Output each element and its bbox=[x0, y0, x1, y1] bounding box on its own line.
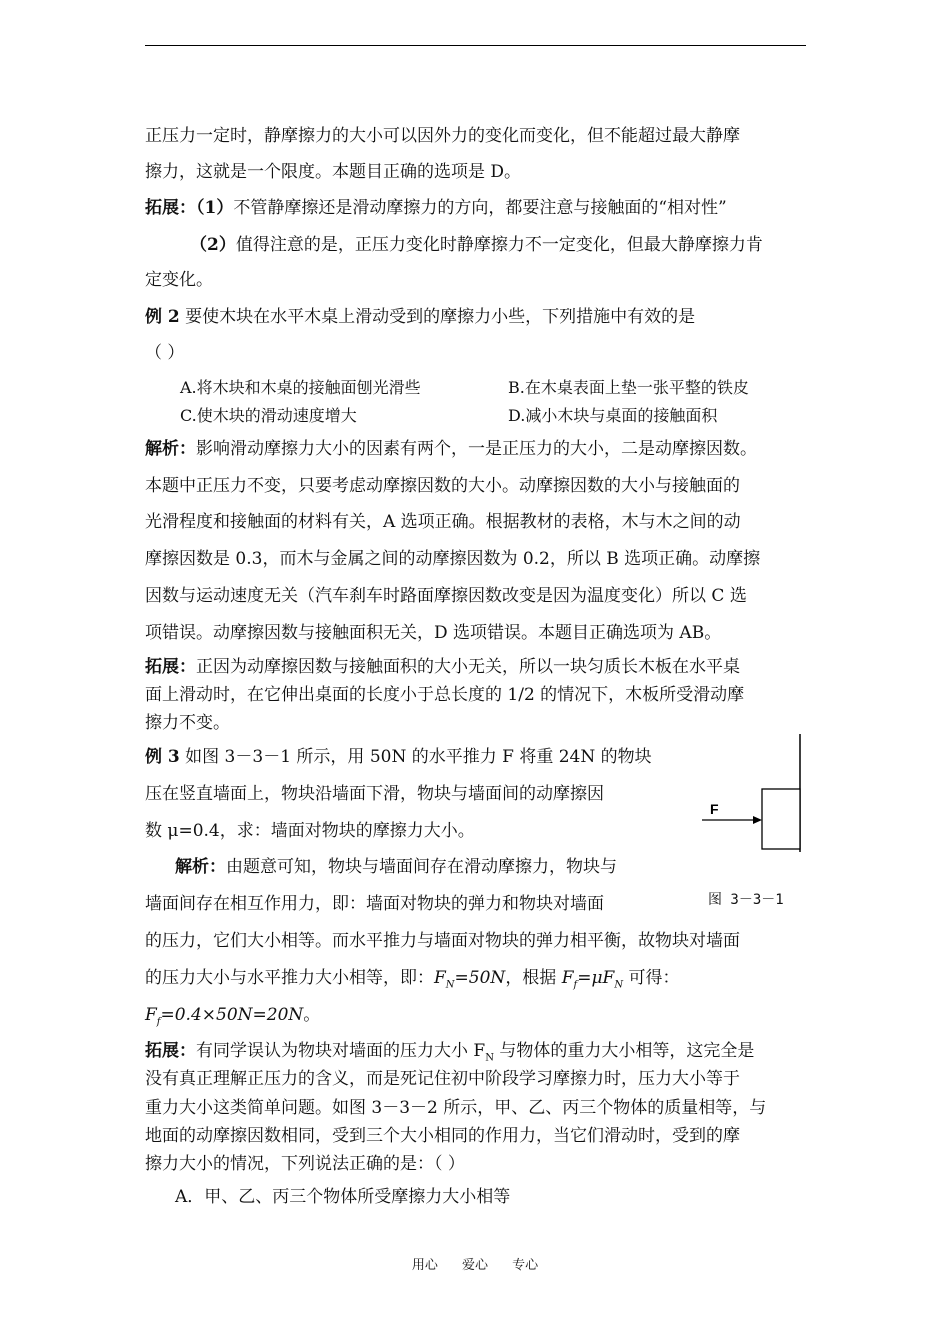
analysis-label: 解析： bbox=[145, 439, 196, 459]
text-line: 光滑程度和接触面的材料有关，A 选项正确。根据教材的表格，木与木之间的动 bbox=[145, 512, 741, 532]
example-3-heading: 例 3 如图 3－3－1 所示，用 50N 的水平推力 F 将重 24N 的物块 bbox=[145, 747, 652, 767]
extension-label: 拓展： bbox=[145, 198, 196, 218]
text-line: 摩擦因数是 0.3，而木与金属之间的动摩擦因数为 0.2，所以 B 选项正确。动摩擦 bbox=[145, 549, 761, 569]
figure-caption: 图 3－3－1 bbox=[708, 892, 784, 908]
text-line: 擦力大小的情况，下列说法正确的是：（ ） bbox=[145, 1154, 465, 1174]
option-b: B.在木桌表面上垫一张平整的铁皮 bbox=[508, 378, 749, 397]
option-d: D.减小木块与桌面的接触面积 bbox=[508, 406, 718, 425]
figure-3-3-1 bbox=[690, 730, 820, 915]
text-line: 定变化。 bbox=[145, 270, 213, 290]
text-line: 没有真正理解正压力的含义，而是死记住初中阶段学习摩擦力时，压力大小等于 bbox=[145, 1069, 740, 1089]
option-a: A.将木块和木桌的接触面刨光滑些 bbox=[180, 378, 421, 397]
header-rule bbox=[145, 45, 806, 46]
footer-word: 用心 bbox=[411, 1258, 438, 1273]
text-line: 正压力一定时，静摩擦力的大小可以因外力的变化而变化，但不能超过最大静摩 bbox=[145, 126, 740, 146]
text-line: 的压力大小与水平推力大小相等，即：$F_N=50N$，根据 $F_f=\mu F_N$ 可得： bbox=[145, 968, 680, 991]
analysis-label: 解析： bbox=[175, 857, 226, 877]
extension-label: 拓展： bbox=[145, 657, 196, 677]
text-line: 地面的动摩擦因数相同，受到三个大小相同的作用力，当它们滑动时，受到的摩 bbox=[145, 1126, 740, 1146]
text-line: 本题中正压力不变，只要考虑动摩擦因数的大小。动摩擦因数的大小与接触面的 bbox=[145, 476, 740, 496]
text-line: 解析：影响滑动摩擦力大小的因素有两个，一是正压力的大小，二是动摩擦因数。 bbox=[145, 439, 757, 459]
text-line: 面上滑动时，在它伸出桌面的长度小于总长度的 1/2 的情况下，木板所受滑动摩 bbox=[145, 685, 745, 705]
text-line: 数 μ=0.4，求：墙面对物块的摩擦力大小。 bbox=[145, 821, 475, 841]
option-c: C.使木块的滑动速度增大 bbox=[180, 406, 357, 425]
text-line: 擦力不变。 bbox=[145, 713, 230, 733]
text-line: 重力大小这类简单问题。如图 3－3－2 所示，甲、乙、丙三个物体的质量相等，与 bbox=[145, 1098, 767, 1118]
page-footer bbox=[0, 1257, 950, 1275]
text-line: 墙面间存在相互作用力，即：墙面对物块的弹力和物块对墙面 bbox=[145, 894, 604, 914]
footer-word: 爱心 bbox=[461, 1258, 488, 1273]
text-line: 项错误。动摩擦因数与接触面积无关，D 选项错误。本题目正确选项为 AB。 bbox=[145, 623, 722, 643]
text-line: 拓展：（1）不管静摩擦还是滑动摩擦力的方向，都要注意与接触面的“相对性” bbox=[145, 198, 727, 218]
option-a: A．甲、乙、丙三个物体所受摩擦力大小相等 bbox=[175, 1187, 511, 1207]
text-line: 的压力，它们大小相等。而水平推力与墙面对物块的弹力相平衡，故物块对墙面 bbox=[145, 931, 740, 951]
text-line: 拓展：有同学误认为物块对墙面的压力大小 $F_N$ 与物体的重力大小相等，这完全是 bbox=[145, 1041, 755, 1064]
extension-label: 拓展： bbox=[145, 1041, 196, 1061]
text-line: 擦力，这就是一个限度。本题目正确的选项是 D。 bbox=[145, 162, 522, 182]
block-rect bbox=[762, 789, 800, 849]
text-line: 因数与运动速度无关（汽车刹车时路面摩擦因数改变是因为温度变化）所以 C 选 bbox=[145, 586, 747, 606]
text-line: 压在竖直墙面上，物块沿墙面下滑，物块与墙面间的动摩擦因 bbox=[145, 784, 604, 804]
text-line: （2）值得注意的是，正压力变化时静摩擦力不一定变化，但最大静摩擦力肯 bbox=[190, 235, 763, 255]
force-arrow-head bbox=[753, 816, 762, 824]
example-2-heading: 例 2 要使木块在水平木桌上滑动受到的摩擦力小些，下列措施中有效的是 bbox=[145, 307, 696, 327]
answer-blank: （ ） bbox=[145, 343, 185, 363]
force-label: F bbox=[710, 801, 719, 817]
text-line: 解析：由题意可知，物块与墙面间存在滑动摩擦力，物块与 bbox=[175, 857, 617, 877]
equation-line: $F_f=0.4\times 50N=20N$。 bbox=[145, 1005, 321, 1028]
text-line: 拓展：正因为动摩擦因数与接触面积的大小无关，所以一块匀质长木板在水平桌 bbox=[145, 657, 740, 677]
footer-word: 专心 bbox=[512, 1258, 539, 1273]
